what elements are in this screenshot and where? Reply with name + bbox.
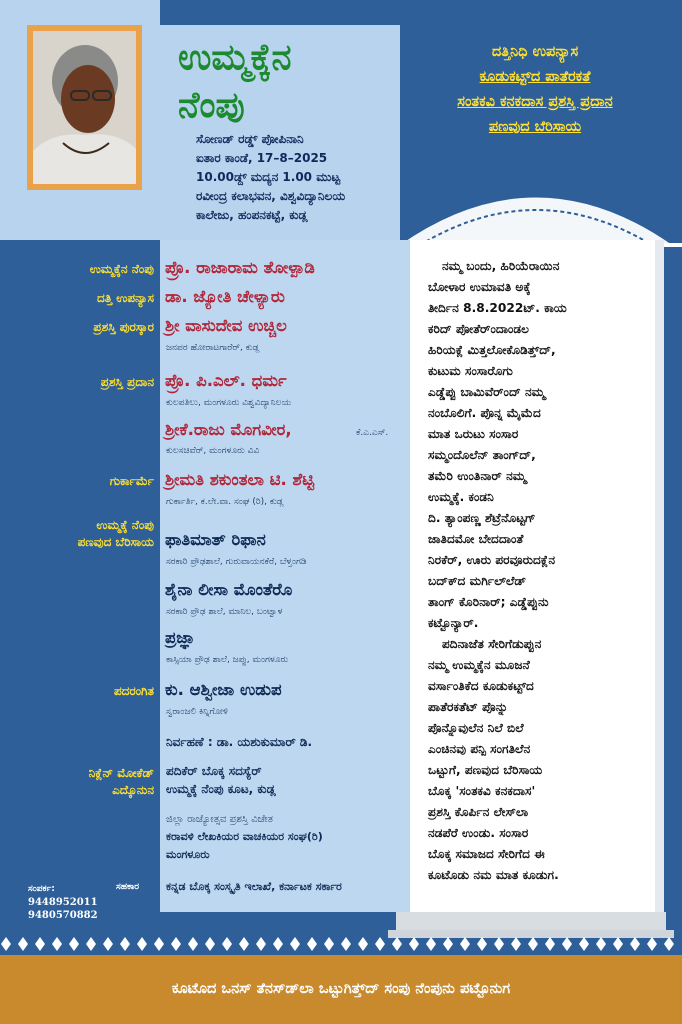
ornament-diamond [154,937,164,951]
info-line-1: ದತ್ತಿನಿಧಿ ಉಪನ್ಯಾಸ [491,44,579,60]
role-datti-upanyasa: ದತ್ತಿ ಉಪನ್ಯಾಸ [96,291,154,305]
awardee-desc: ಜನಪರ ಹೋರಾಟಗಾರೆರ್, ಕುಡ್ಲ [166,343,260,353]
host-line-1: ಪದಿಕೆರ್ ಬೊಕ್ಕ ಸದಸ್ಯೆರ್ [166,764,262,778]
arch-decoration [390,130,682,250]
message-line: ಎಡ್ಡೆಪ್ಪು ಬಾಮಿವೆರ್‌ಂದ್ ನಮ್ಮ [428,385,546,399]
role-panavuda: ಪಣವುದ ಬೆರಿಸಾಯ [77,535,154,549]
ornament-diamond [392,937,402,951]
role-edkonuna: ಎದ್ಕೊನುನ [112,783,154,797]
ornament-diamond [256,937,266,951]
student-2-school: ಸರಕಾರಿ ಪ್ರೌಢ ಶಾಲೆ, ಮಾನಿಲ, ಬಂಟ್ವಾಳ [166,607,283,617]
message-paragraph-2 [428,634,648,886]
event-organizer: ಸೋಣಡ್ ರಡ್ಡ್ ಪೋಪಿನಾನಿ [196,132,304,146]
contact-label: ಸಂಪರ್ಕ: [28,884,55,894]
message-line: ಪಾತೆರಕತೆಟ್ ಪೊನ್ನು [428,700,509,714]
ornament-diamond [188,937,198,951]
role-prashasti-puraskara: ಪ್ರಶಸ್ತಿ ಪುರಸ್ಕಾರ [93,320,154,334]
message-line: ಬೊಕ್ಕ ಸಮಾಜದ ಸೇರಿಗೆದ ಈ [428,847,545,861]
student-3-name: ಪ್ರಜ್ಞಾ [165,628,196,647]
portrait-photo [33,31,136,184]
ornament-diamond [52,937,62,951]
message-line: ಬೊಕ್ಕ 'ಸಂತಕವಿ ಕನಕದಾಸ' [428,784,536,798]
ornament-diamond [120,937,130,951]
ornament-diamond [511,937,521,951]
message-line: ಕಟ್ಟೊನ್ಯಾರ್. [428,616,479,630]
title-line-2: ನೆಂಪು [178,85,245,126]
chair-desc: ಗುರ್ಕಾರ್ತಿ, ಕ.ಲೇ.ವಾ. ಸಂಘ (ರಿ), ಕುಡ್ಲ [166,497,284,507]
message-line: ನಂಬೊಲಿಗೆ. ಪೊನ್ನ ಮೈಮೆದ [428,406,541,420]
presenter-1-name: ಪ್ರೊ. ಪಿ.ಎಲ್. ಧರ್ಮ [165,371,287,390]
message-text [428,256,648,886]
contact-phone-2: 9480570882 [28,910,98,921]
message-line: ತಮೆರಿ ಉಂತಿನಾರ್ ನಮ್ಮ [428,469,527,483]
presenter-2-name: ಶ್ರೀಕೆ.ರಾಜು ಮೊಗವೀರ, [165,420,292,439]
message-line: ಪದಿನಾಜೆತ ಸೇರಿಗೆಡುಪ್ಪುನ [442,637,542,651]
message-line: ದಿ. ತ್ಯಾಂಪಣ್ಣ ಶೆಟ್ರೆನೊಟ್ಟಗ್ [428,511,536,525]
info-line-2: ಕೂಡುಕಟ್ಟ್‌ದ ಪಾತೆರಕತೆ [479,69,591,85]
ornament-diamond [409,937,419,951]
singer-desc: ಸ್ವರಾಂಜಲಿ ಕಿನ್ನಿಗೋಳಿ [166,707,228,717]
message-line: ಪ್ರಶಸ್ತಿ ಕೊರ್ಪಿನ ಲೇಸ್‌ಲಾ [428,805,529,819]
message-line: ಒಟ್ಟುಗೆ, ಪಣವುದ ಬೆರಿಸಾಯ [428,763,543,777]
event-venue-1: ರವೀಂದ್ರ ಕಲಾಭವನ, ವಿಶ್ವವಿದ್ಯಾನಿಲಯ [196,189,346,203]
ornament-diamond [341,937,351,951]
student-3-school: ಕಾಸ್ಸಿಯಾ ಪ್ರೌಢ ಶಾಲೆ, ಜಪ್ಪು, ಮಂಗಳೂರು [166,655,289,665]
ornament-diamond [18,937,28,951]
message-line: ಪೊನ್ನೊವುಲೆನ ನಿಲೆ ಬಿಲೆ [428,721,524,735]
ornament-diamond [528,937,538,951]
ornament-diamond [205,937,215,951]
ornament-diamond [375,937,385,951]
ornament-diamond [273,937,283,951]
pillar-base [396,912,666,930]
ornament-diamond [1,937,11,951]
message-line: ವರ್ಸಾಂತಿಕೆದ ಕೂಡುಕಟ್ಟ್‌ದ [428,679,534,693]
chair-name: ಶ್ರೀಮತಿ ಶಕುಂತಲಾ ಟಿ. ಶೆಟ್ಟಿ [165,470,315,489]
ornament-diamond [103,937,113,951]
singer-name: ಕು. ಆಶ್ವೀಜಾ ಉಡುಪ [165,680,282,699]
ornament-diamond [239,937,249,951]
student-1-school: ಸರಕಾರಿ ಪ್ರೌಢಶಾಲೆ, ಗುರುವಾಯನಕೆರೆ, ಬೆಳ್ತಂಗಡಿ [166,557,307,567]
role-prashasti-pradana: ಪ್ರಶಸ್ತಿ ಪ್ರದಾನ [100,375,154,389]
presenter-2-desc: ಕುಲಸಚಿವೆರ್, ಮಂಗಳೂರು ವಿವಿ [166,446,260,456]
ornament-diamond [307,937,317,951]
role-niklen: ನಿಕ್ಲೆನ್ ಮೋಕೆಡ್ [88,766,154,780]
ornament-diamond [460,937,470,951]
ornament-diamond [35,937,45,951]
message-paragraph-1 [428,256,648,634]
ornament-diamond [477,937,487,951]
ornament-diamond [630,937,640,951]
event-venue-2: ಕಾಲೇಜು, ಹಂಪನಕಟ್ಟೆ, ಕುಡ್ಲ [196,208,308,222]
role-gurkarme: ಗುರ್ಕಾರ್ಮೆ [109,474,154,488]
left-panel-strip [0,210,160,240]
message-line: ಕರಿದ್ ಪೋತೆರ್‌ಂದಾಂಡಲ [428,322,530,336]
presenter-1-desc: ಕುಲಪತಿಲು, ಮಂಗಳೂರು ವಿಶ್ವವಿದ್ಯಾನಿಲಯ [166,398,292,408]
speaker-2-name: ಡಾ. ಜ್ಯೋತಿ ಚೇಳ್ಯಾರು [165,287,285,306]
org-award: ಜಿಲ್ಲಾ ರಾಜ್ಯೋತ್ಸವ ಪ್ರಶಸ್ತಿ ವಿಜೇತ [166,814,273,825]
event-date: ಐತಾರ ಕಾಂಡೆ, 17–8–2025 [196,151,328,165]
ornament-diamond [86,937,96,951]
ornament-diamond [613,937,623,951]
compere: ನಿರ್ವಹಣೆ : ಡಾ. ಯಶುಕುಮಾರ್ ಡಿ. [166,735,313,749]
role-nempu: ಉಮ್ಮಕ್ಕೆ ನೆಂಪು [96,518,154,532]
contact-info [28,883,98,922]
role-ummakkena-nempu: ಉಮ್ಮಕ್ಕೆನ ನೆಂಪು [89,262,154,276]
message-line: ಕೂಟೊಡು ನಮ ಮಾತ ಕೂಡುಗ. [428,868,559,882]
event-info-box [395,40,675,140]
program-panel [160,240,410,912]
ornament-diamond [290,937,300,951]
ornament-diamond [443,937,453,951]
ornament-diamond [69,937,79,951]
message-line: ಕುಟುಮ ಸಂಸಾರೊಗು [428,364,513,378]
message-line: ನಿರಕೆರ್, ಊರು ಪರವೂರುದಕ್ಲೆನ [428,553,556,567]
ornament-diamond [358,937,368,951]
presenter-2-tag: ಕೆ.ಎ.ಎಸ್. [356,428,389,438]
ornament-diamond [647,937,657,951]
ornament-diamond [222,937,232,951]
org-city: ಮಂಗಳೂರು [166,848,210,861]
ornament-diamond [664,937,674,951]
ornament-diamond [137,937,147,951]
ornament-diamond [171,937,181,951]
message-line: ತಾಂಗ್ ಕೊರಿನಾರ್; ಎಡ್ಡೆಪ್ಪುನು [428,595,549,609]
student-2-name: ಶೈನಾ ಲೀಸಾ ಮೊಂತೆರೊ [165,580,293,599]
message-line: ಬೋಳಾರ ಉಮಾವತಿ ಅಕ್ಕೆ [428,280,531,294]
message-line: ಬದ್‌ಕ್‌ದ ಮರ್ಗಿಲ್‌ಲೆಡ್ [428,574,527,588]
ornament-diamond [596,937,606,951]
message-line: ಎಂಚಿನವು ಪನ್ಪಿ ಸಂಗತಿಲೆನ [428,742,531,756]
info-line-3: ಸಂತಕವಿ ಕನಕದಾಸ ಪ್ರಶಸ್ತಿ ಪ್ರದಾನ [457,94,613,110]
host-line-2: ಉಮ್ಮಕ್ಕೆ ನೆಂಪು ಕೂಟ, ಕುಡ್ಲ [166,782,276,796]
student-1-name: ಫಾತಿಮಾತ್ ರಿಫಾನ [165,530,266,549]
ornament-diamond [494,937,504,951]
info-line-4: ಪಣವುದ ಬೆರಿಸಾಯ [488,119,582,135]
awardee-name: ಶ್ರೀ ವಾಸುದೇವ ಉಚ್ಚಿಲ [165,316,287,335]
ornament-diamond [579,937,589,951]
contact-phone-1: 9448952011 [28,897,98,908]
message-line: ನಡಪೆರೆ ಉಂಡು. ಸಂಸಾರ [428,826,529,840]
role-sahakara: ಸಹಕಾರ [116,882,140,892]
message-line: ಜಾತಿದಮೋ ಬೇದದಾಂತೆ [428,532,524,546]
speaker-1-name: ಪ್ರೊ. ರಾಜಾರಾಮ ತೋಳ್ಪಾಡಿ [165,258,315,277]
message-line: ನಮ್ಮ ಉಮ್ಮಕ್ಕೆನ ಮೂಜನೆ [428,658,530,672]
message-line: ಹಿರಿಯಕ್ಲೆ ಮಿತ್ತಲೋಕೊಡಿತ್ತ್‌ದ್, [428,343,556,357]
ornament-diamond [562,937,572,951]
ornament-diamond [324,937,334,951]
support-dept: ಕನ್ನಡ ಬೊಕ್ಕ ಸಂಸ್ಕೃತಿ ಇಲಾಖೆ, ಕರ್ನಾಟಕ ಸರ್ಕಾರ [166,880,342,893]
ornament-diamond [426,937,436,951]
floral-border-ornament [0,934,682,954]
message-line: ನಮ್ಮ ಬಂದು, ಹಿರಿಯೆರಾಯಿನ [442,259,560,273]
footer-text: ಕೂಟೊದ ಒನಸ್ ತೆನಸ್‌ಡ್‌ಲಾ ಒಟ್ಟುಗಿತ್ತ್‌ದ್ ಸಂಪು ನೆಂಪುನು ಪಟ್ಟೊನುಗ [171,981,511,997]
message-line: ಮಾತ ಒರುಟು ಸಂಸಾರ [428,427,519,441]
role-padarangita: ಪದರಂಗಿತ [113,684,154,698]
message-line: ಉಮ್ಮಕ್ಕೆ. ಕಂಡನಿ [428,490,494,504]
org-name: ಕರಾವಳಿ ಲೇಖಕಿಯರ ವಾಚಕಿಯರ ಸಂಘ(ರಿ) [166,830,323,843]
message-line: ತೀರ್ದಿನ 8.8.2022ಟ್. ಕಾಯ [428,301,567,315]
title-line-1: ಉಮ್ಮಕ್ಕೆನ [178,37,292,78]
ornament-diamond [545,937,555,951]
message-line: ಸಮ್ಮಂದೊಲೆನ್ ತಾಂಗ್‌ದ್, [428,448,536,462]
event-time: 10.00ಡ್ದ್ ಮದ್ಯನ 1.00 ಮುಟ್ಟ [196,170,341,184]
